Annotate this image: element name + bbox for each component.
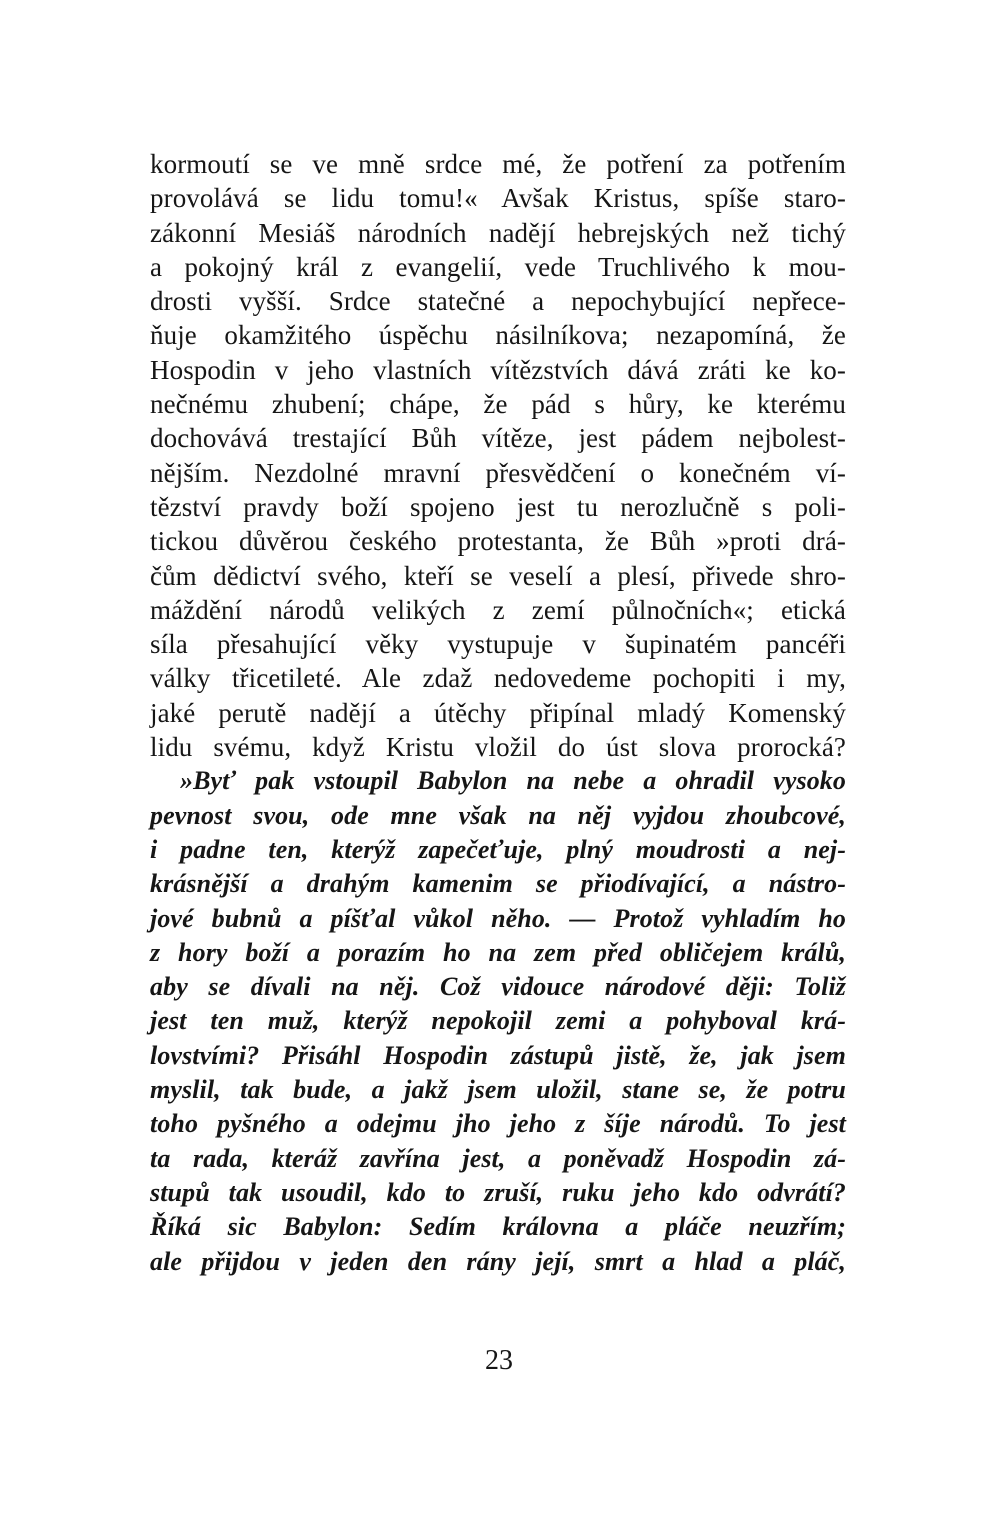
body-text bbox=[150, 147, 846, 1279]
text-line: Říká sic Babylon: Sedím královna a pláče neuzřím; bbox=[150, 1212, 846, 1242]
text-line: provolává se lidu tomu!« Avšak Kristus, spíše staro- bbox=[150, 183, 846, 214]
text-line: toho pyšného a odejmu jho jeho z šíje národů. To jest bbox=[150, 1109, 846, 1139]
text-line: tickou důvěrou českého protestanta, že Bůh »proti drá- bbox=[150, 526, 846, 557]
text-line: myslil, tak bude, a jakž jsem uložil, stane se, že potru bbox=[150, 1075, 846, 1105]
text-line: kormoutí se ve mně srdce mé, že potření za potřením bbox=[150, 149, 846, 179]
text-line: války třicetileté. Ale zdaž nedovedeme pochopiti i my, bbox=[150, 663, 846, 694]
text-line: jest ten muž, kterýž nepokojil zemi a pohyboval krá- bbox=[150, 1006, 846, 1036]
text-line: aby se dívali na něj. Což vidouce národové ději: Toliž bbox=[150, 972, 846, 1002]
text-line: drosti vyšší. Srdce statečné a nepochybující nepřece- bbox=[150, 286, 846, 317]
text-line: ňuje okamžitého úspěchu násilníkova; nezapomíná, že bbox=[150, 320, 846, 351]
text-line: tězství pravdy boží spojeno jest tu nerozlučně s poli- bbox=[150, 491, 846, 522]
text-line: jové bubnů a píšťal vůkol něho. — Protož vyhladím ho bbox=[150, 903, 846, 933]
text-line: čům dědictví svého, kteří se veselí a plesí, přivede shro- bbox=[150, 560, 846, 591]
page-number: 23 bbox=[485, 1345, 513, 1376]
text-line: zákonní Mesiáš národních nadějí hebrejských než tichý bbox=[150, 217, 846, 248]
text-line: síla přesahující věky vystupuje v šupinatém pancéři bbox=[150, 629, 846, 660]
text-line: lovstvími? Přisáhl Hospodin zástupů jistě, že, jak jsem bbox=[150, 1040, 846, 1070]
text-line: nečnému zhubení; chápe, že pád s hůry, ke kterému bbox=[150, 389, 846, 420]
text-line: stupů tak usoudil, kdo to zruší, ruku jeho kdo odvrátí? bbox=[150, 1177, 846, 1207]
text-line: nějším. Nezdolné mravní přesvědčení o konečném ví- bbox=[150, 457, 846, 488]
text-line: »Byť pak vstoupil Babylon na nebe a ohradil vysoko bbox=[180, 766, 846, 796]
text-line: z hory boží a porazím ho na zem před obličejem králů, bbox=[150, 937, 846, 967]
text-line: dochovává trestající Bůh vítěze, jest pádem nejbolest- bbox=[150, 423, 846, 454]
text-line: Hospodin v jeho vlastních vítězstvích dává zráti ke ko- bbox=[150, 354, 846, 385]
text-line: i padne ten, kterýž zapečeťuje, plný moudrosti a nej- bbox=[150, 834, 846, 864]
text-line: jaké perutě nadějí a útěchy připínal mladý Komenský bbox=[150, 697, 846, 728]
text-line: ale přijdou v jeden den rány její, smrt a hlad a pláč, bbox=[150, 1246, 846, 1276]
text-line: a pokojný král z evangelií, vede Truchlivého k mou- bbox=[150, 251, 846, 282]
text-line: krásnější a drahým kamenim se přiodívající, a nástro- bbox=[150, 869, 846, 899]
text-line: máždění národů velikých z zemí půlnočních«; etická bbox=[150, 594, 846, 625]
text-line: ta rada, kteráž zavřína jest, a poněvadž Hospodin zá- bbox=[150, 1143, 846, 1173]
text-line: pevnost svou, ode mne však na něj vyjdou zhoubcové, bbox=[150, 800, 846, 830]
text-line: lidu svému, když Kristu vložil do úst slova prorocká? bbox=[150, 732, 846, 763]
